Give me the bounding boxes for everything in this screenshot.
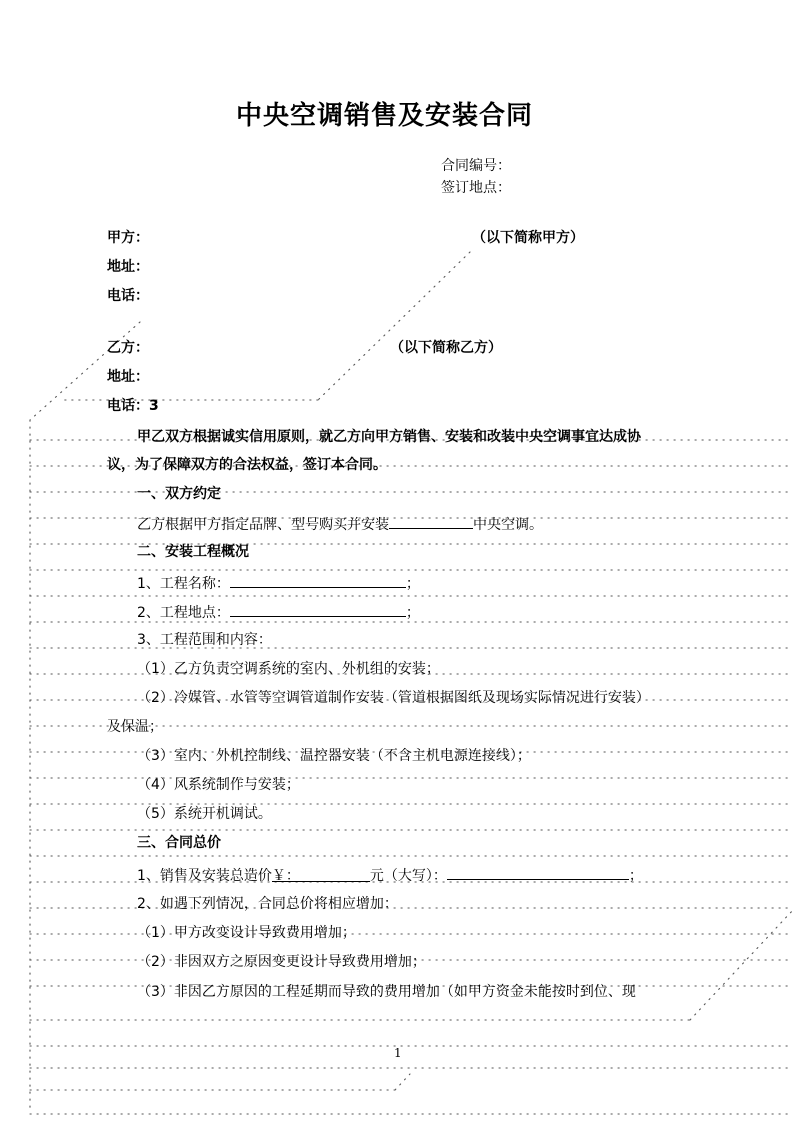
brand-blank: [389, 514, 473, 529]
party-b-note: （以下简称乙方）: [390, 340, 502, 356]
total-price-label: 1、销售及安装总造价: [137, 868, 272, 884]
currency-symbol: ￥：: [271, 868, 300, 884]
price-increase-item-1: （1）甲方改变设计导致费用增加；: [137, 925, 356, 941]
project-name-line: [137, 573, 420, 593]
project-scope-label: 3、工程范围和内容：: [137, 632, 272, 648]
page-number: 1: [394, 1046, 402, 1060]
total-price-end: ；: [628, 868, 643, 884]
scope-item-2-line-1: （2）冷媒管、水管等空调管道制作安装（管道根据图纸及现场实际情况进行安装）: [137, 690, 650, 706]
party-b-phone-label: 电话：3: [107, 398, 159, 414]
scope-item-4: （4）风系统制作与安装；: [137, 777, 300, 793]
intro-line-2: 议，为了保障双方的合法权益，签订本合同。: [107, 457, 387, 473]
section-1-text: [137, 514, 543, 534]
price-increase-item-3: （3）非因乙方原因的工程延期而导致的费用增加（如甲方资金未能按时到位、现: [137, 984, 636, 1000]
section-2-heading: 二、安装工程概况: [137, 544, 249, 560]
scope-item-5: （5）系统开机调试。: [137, 806, 272, 822]
price-increase-item-2: （2）非因双方之原因变更设计导致费用增加；: [137, 954, 426, 970]
scope-item-2-line-2: 及保温；: [107, 719, 163, 735]
party-b-label: 乙方：: [107, 340, 149, 356]
project-location-blank: [230, 602, 406, 617]
total-price-words-blank: [447, 865, 629, 880]
total-price-line: [137, 865, 643, 885]
total-price-amount-blank: [272, 867, 370, 882]
price-increase-intro: 2、如遇下列情况，合同总价将相应增加：: [137, 896, 398, 912]
document-title: 中央空调销售及安装合同: [236, 101, 534, 131]
party-b-address-label: 地址：: [107, 369, 149, 385]
project-name-end: ；: [405, 576, 420, 592]
party-a-address-label: 地址：: [107, 259, 149, 275]
section-3-heading: 三、合同总价: [137, 835, 221, 851]
sign-place-label: 签订地点：: [441, 180, 511, 196]
section-1-text-before: 乙方根据甲方指定品牌、型号购买并安装: [137, 517, 389, 533]
section-1-text-after: 中央空调。: [473, 517, 543, 533]
party-a-label: 甲方：: [107, 230, 149, 246]
intro-line-1: 甲乙双方根据诚实信用原则，就乙方向甲方销售、安装和改装中央空调事宜达成协: [137, 429, 641, 445]
party-a-note: （以下简称甲方）: [472, 230, 584, 246]
project-name-label: 1、工程名称：: [137, 576, 230, 592]
project-location-line: [137, 602, 420, 622]
project-name-blank: [230, 573, 406, 588]
contract-number-label: 合同编号：: [441, 158, 511, 174]
project-location-end: ；: [405, 605, 420, 621]
party-a-phone-label: 电话：: [107, 288, 149, 304]
section-1-heading: 一、双方约定: [137, 486, 221, 502]
total-price-unit: 元（大写）：: [369, 868, 447, 884]
scope-item-1: （1）乙方负责空调系统的室内、外机组的安装；: [137, 661, 440, 677]
project-location-label: 2、工程地点：: [137, 605, 230, 621]
scope-item-3: （3）室内、外机控制线、温控器安装（不含主机电源连接线）；: [137, 748, 531, 764]
